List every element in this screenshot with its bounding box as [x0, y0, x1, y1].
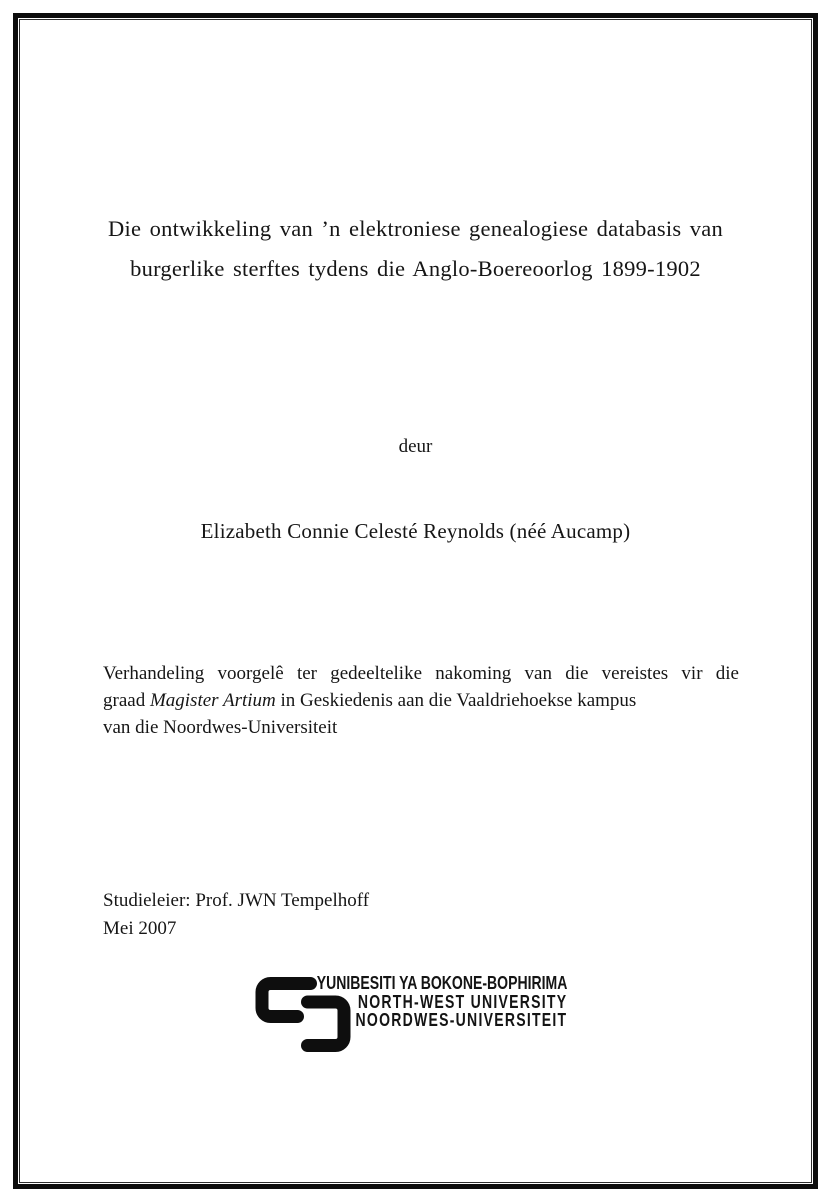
university-logo-wordmark	[316, 974, 567, 1030]
thesis-title-line1: Die ontwikkeling van ’n elektroniese genealogiese databasis van	[108, 216, 723, 241]
degree-statement-line1: Verhandeling voorgelê ter gedeeltelike nakoming van die vereistes vir die	[103, 663, 739, 684]
degree-statement	[103, 660, 739, 741]
date-line: Mei 2007	[103, 918, 177, 939]
logo-line-afrikaans: NOORDWES-UNIVERSITEIT	[355, 1010, 567, 1030]
thesis-title	[48, 209, 783, 289]
degree-name-italic: Magister Artium	[149, 690, 276, 711]
supervisor-line: Studieleier: Prof. JWN Tempelhoff	[103, 890, 370, 911]
supervisor-block	[103, 887, 369, 943]
degree-statement-line2-pre: graad	[103, 690, 150, 711]
degree-statement-line2	[103, 687, 739, 714]
byline: deur	[398, 436, 433, 457]
logo-line-setswana: YUNIBESITI YA BOKONE-BOPHIRIMA	[316, 973, 567, 993]
degree-statement-line3: van die Noordwes-Universiteit	[103, 717, 338, 738]
thesis-title-line2: burgerlike sterftes tydens die Anglo-Boereoorlog 1899-1902	[130, 256, 701, 281]
degree-statement-line2-post: in Geskiedenis aan die Vaaldriehoekse kampus	[275, 690, 637, 711]
logo-line-english: NORTH-WEST UNIVERSITY	[357, 991, 567, 1012]
author-name: Elizabeth Connie Celesté Reynolds (néé Aucamp)	[200, 519, 631, 543]
